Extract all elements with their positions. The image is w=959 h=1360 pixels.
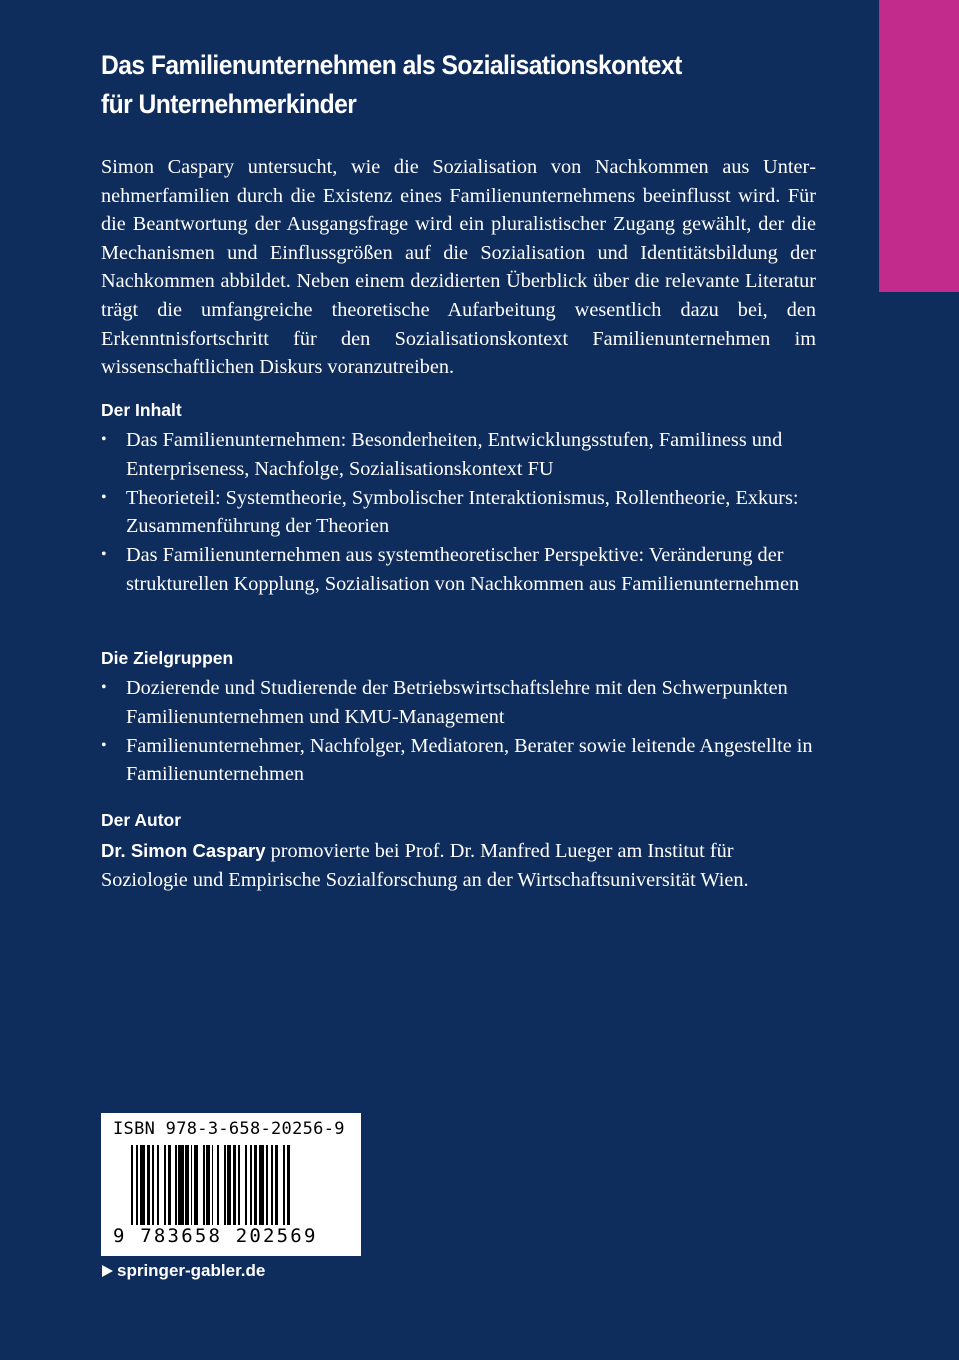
section-heading: Der Autor xyxy=(101,810,182,830)
barcode-bar xyxy=(227,1145,231,1225)
author-bio xyxy=(101,836,816,895)
section-heading: Der Inhalt xyxy=(101,400,182,420)
barcode-bar xyxy=(206,1145,210,1237)
barcode-digits xyxy=(113,1225,353,1247)
barcode-bar xyxy=(283,1145,285,1225)
accent-bar xyxy=(879,0,959,292)
barcode-bar xyxy=(224,1145,226,1225)
barcode-digits-text: 9 783658 202569 xyxy=(113,1225,318,1247)
barcode-bar xyxy=(259,1145,264,1225)
author-description: promovierte bei Prof. Dr. Manfred Lueger am Institut für Soziologie und Empirische Sozialforschung an der Wirtschaftsuniversität Wien. xyxy=(101,840,749,891)
list-item: • Dozierende und Studierende der Betriebswirtschaftslehre mit den Schwerpunkten Familienunternehmen und KMU-Management xyxy=(101,674,816,732)
barcode-bar xyxy=(266,1145,268,1225)
barcode-bar xyxy=(287,1145,291,1237)
title-line: Das Familienunternehmen als Sozialisationskontext xyxy=(101,50,682,80)
zielgruppen-list xyxy=(101,674,816,789)
list-item: • Das Familienunternehmen: Besonderheiten, Entwicklungsstufen, Familiness und Enterpriseness, Nachfolge, Sozialisationskontext FU xyxy=(101,426,816,484)
publisher-url: springer-gabler.de xyxy=(117,1261,266,1280)
inhalt-list xyxy=(101,426,816,599)
isbn-text: ISBN 978-3-658-20256-9 xyxy=(113,1119,345,1139)
barcode-bar xyxy=(203,1145,205,1225)
barcode-bar xyxy=(152,1145,154,1225)
barcode-bar xyxy=(233,1145,237,1225)
barcode-bar xyxy=(140,1145,145,1225)
play-arrow-icon xyxy=(102,1265,113,1277)
section-autor xyxy=(101,808,816,895)
section-zielgruppen xyxy=(101,646,816,789)
section-heading: Die Zielgruppen xyxy=(101,648,234,668)
barcode-bar xyxy=(147,1145,151,1225)
intro-text: Simon Caspary untersucht, wie die Sozialisation von Nachkommen aus Unternehmerfamilien durch die Existenz eines Familienunternehmens beeinflusst wird. Für die Beantwortung der Ausgangsfrage wird ein pluralistischer Zugang gewählt, der die Mechanismen und Einflussgrößen auf die Sozialisation und Identitätsbildung der Nachkommen abbildet. Neben einem dezidierten Überblick über die relevante Literatur trägt die umfangreiche theoretische Aufarbeitung wesentlich dazu bei, den Erkenntnisfortschritt für den Sozialisationskontext Familienunternehmen im wissenschaftlichen Diskurs voranzutreiben. xyxy=(101,156,816,379)
barcode-bar xyxy=(217,1145,219,1225)
barcode-bar xyxy=(245,1145,247,1225)
barcode-bar xyxy=(157,1145,159,1225)
barcode-bar xyxy=(168,1145,172,1225)
barcode-bar xyxy=(136,1145,138,1237)
isbn-barcode xyxy=(101,1113,361,1256)
barcode-bar xyxy=(175,1145,177,1225)
barcode-bar xyxy=(254,1145,258,1225)
barcode-bars xyxy=(131,1145,343,1237)
barcode-bar xyxy=(164,1145,166,1225)
barcode-bar xyxy=(238,1145,240,1225)
section-inhalt xyxy=(101,398,816,599)
list-item: • Das Familienunternehmen aus systemtheoretischer Perspektive: Veränderung der strukturellen Kopplung, Sozialisation von Nachkommen aus Familienunternehmen xyxy=(101,541,816,599)
barcode-bar xyxy=(185,1145,189,1225)
barcode-bar xyxy=(194,1145,198,1225)
author-name: Dr. Simon Caspary xyxy=(101,840,266,861)
back-cover-content xyxy=(101,46,816,891)
book-title xyxy=(101,46,766,124)
barcode-bar xyxy=(191,1145,193,1225)
barcode-bar xyxy=(271,1145,273,1225)
barcode-bar xyxy=(275,1145,279,1225)
list-item: • Theorieteil: Systemtheorie, Symbolischer Interaktionismus, Rollentheorie, Exkurs: Zusammenführung der Theorien xyxy=(101,484,816,542)
barcode-bar xyxy=(178,1145,183,1225)
publisher-link[interactable] xyxy=(102,1261,265,1281)
barcode-bar xyxy=(250,1145,252,1225)
title-line: für Unternehmerkinder xyxy=(101,89,357,119)
list-item: • Familienunternehmer, Nachfolger, Mediatoren, Berater sowie leitende Angestellte in Familienunternehmen xyxy=(101,732,816,790)
barcode-bar xyxy=(131,1145,133,1237)
barcode-bar xyxy=(212,1145,214,1237)
